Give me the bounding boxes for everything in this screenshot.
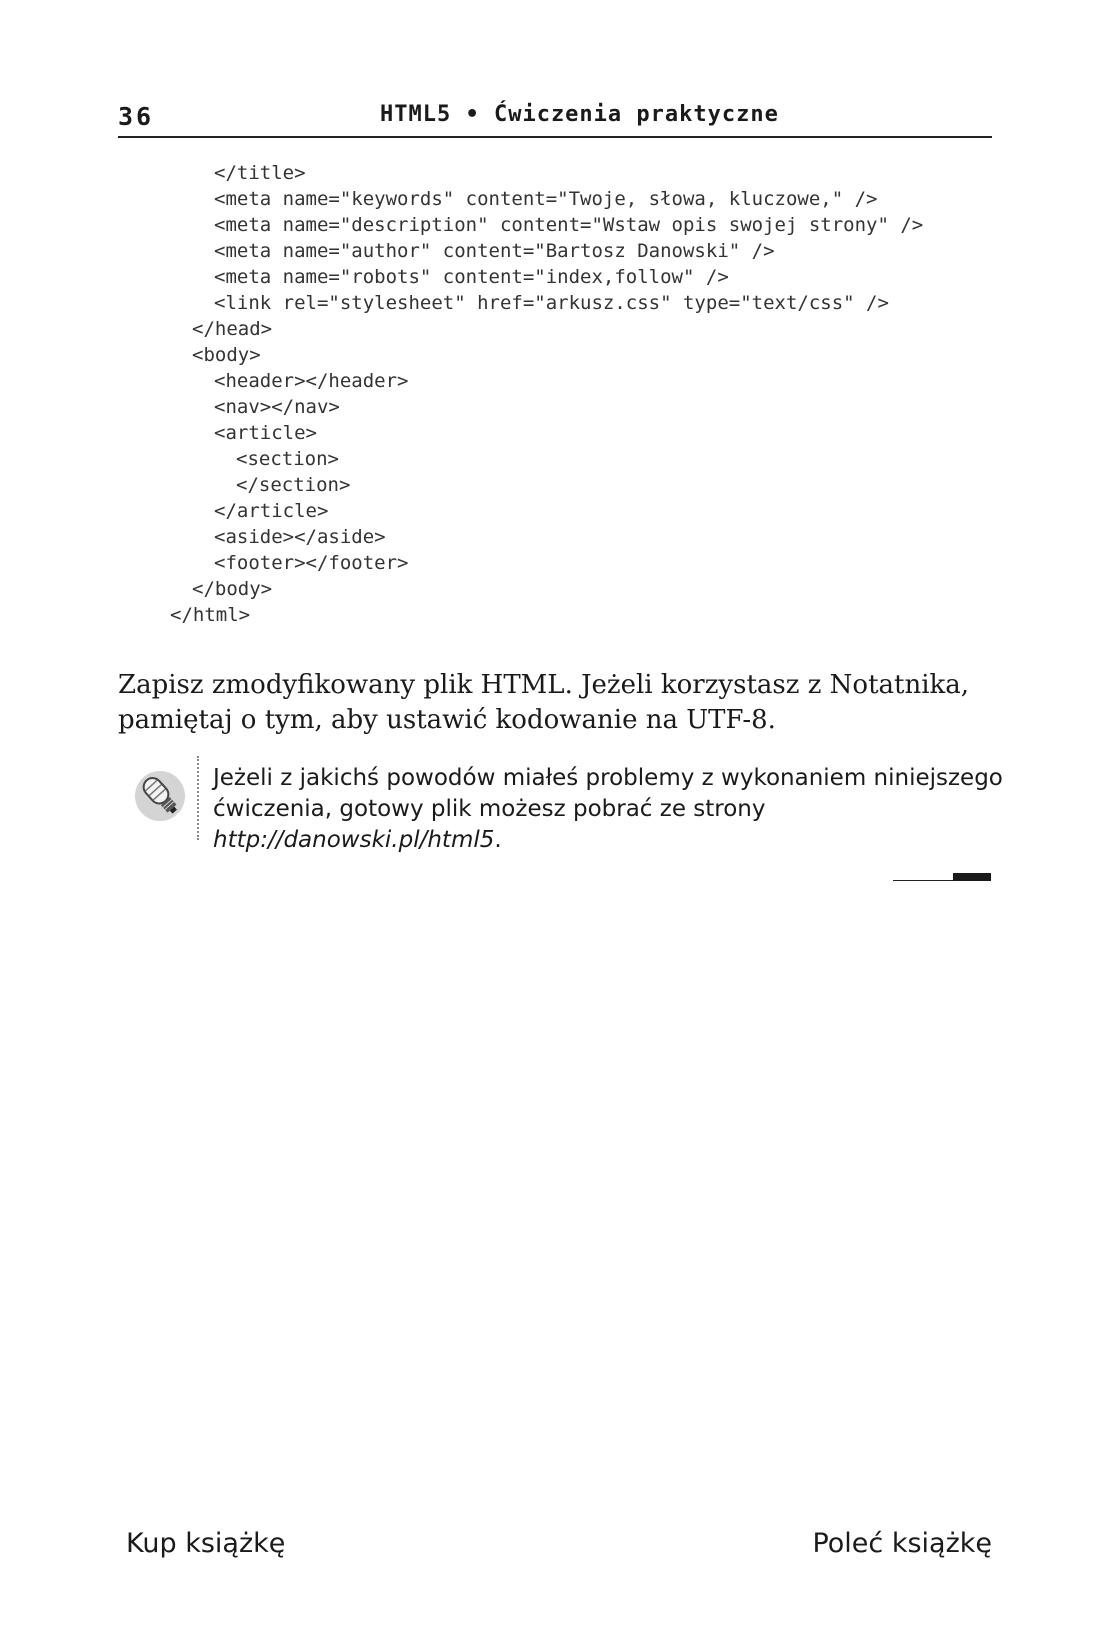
code-line: </title> [214, 162, 306, 184]
code-line: </article> [214, 500, 329, 522]
code-line: <body> [192, 344, 261, 366]
code-line: <meta name="keywords" content="Twoje, słowa, kluczowe," /> [214, 188, 878, 210]
code-line: </html> [170, 604, 251, 626]
note-divider [197, 756, 199, 840]
code-line: <meta name="description" content="Wstaw opis swojej strony" /> [214, 214, 924, 236]
code-line: <header></header> [214, 370, 409, 392]
body-paragraph: Zapisz zmodyfikowany plik HTML. Jeżeli korzystasz z Notatnika, pamiętaj o tym, aby ustawić kodowanie na UTF-8. [118, 670, 970, 735]
code-line: <link rel="stylesheet" href="arkusz.css" type="text/css" /> [214, 292, 889, 314]
running-header [118, 96, 992, 138]
code-line: <meta name="robots" content="index,follow" /> [214, 266, 729, 288]
code-line: <nav></nav> [214, 396, 340, 418]
note-text-after-url: . [494, 827, 502, 853]
note-text [213, 763, 1003, 856]
recommend-book-link[interactable]: Poleć książkę [812, 1528, 992, 1559]
exercise-end-marker [953, 873, 991, 881]
code-line: <footer></footer> [214, 552, 409, 574]
code-line: <section> [236, 448, 339, 470]
code-line: </body> [192, 578, 273, 600]
exercise-end-line [893, 880, 955, 881]
code-line: <article> [214, 422, 317, 444]
buy-book-link[interactable]: Kup książkę [126, 1528, 286, 1559]
code-line: <aside></aside> [214, 526, 386, 548]
lightbulb-icon [128, 763, 190, 825]
code-line: <meta name="author" content="Bartosz Danowski" /> [214, 240, 775, 262]
code-line: </section> [236, 474, 351, 496]
code-line: </head> [192, 318, 273, 340]
page-number: 36 [118, 102, 155, 131]
note-url[interactable]: http://danowski.pl/html5 [213, 827, 495, 853]
note-text-before-url: Jeżeli z jakichś powodów miałeś problemy z wykonaniem niniejszego ćwiczenia, gotowy plik możesz pobrać ze strony [213, 765, 1003, 822]
book-title: HTML5 • Ćwiczenia praktyczne [380, 102, 779, 127]
